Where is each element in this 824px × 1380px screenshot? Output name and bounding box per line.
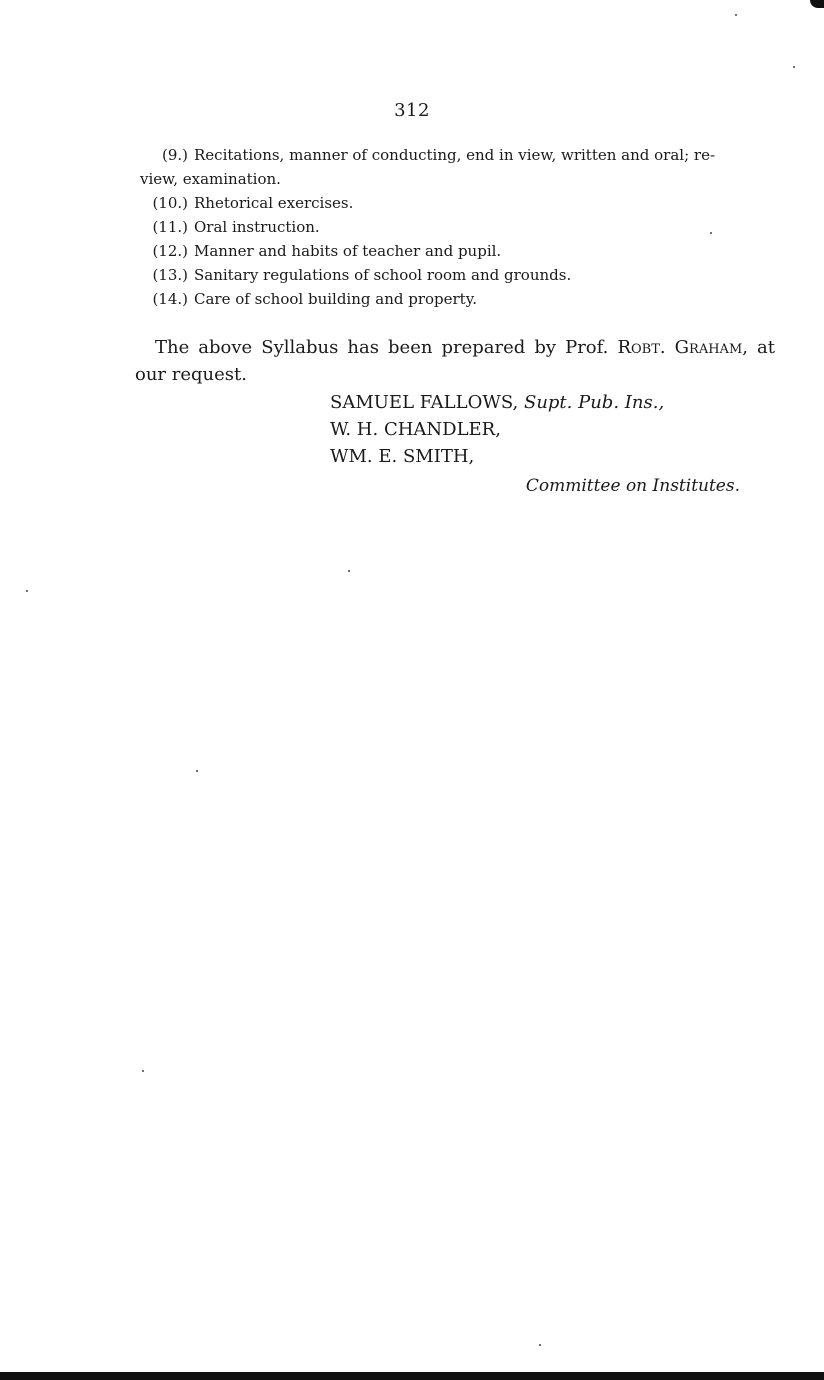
list-item	[140, 287, 775, 311]
item-number: (11.)	[152, 218, 188, 236]
signatory-name: SAMUEL FALLOWS,	[330, 392, 519, 413]
scan-speck	[735, 14, 737, 16]
scan-speck	[539, 1344, 541, 1346]
scan-speck	[793, 66, 795, 68]
committee-name: Committee on Institutes.	[525, 476, 740, 496]
item-text-continuation: view, examination.	[140, 170, 281, 188]
item-number: (10.)	[152, 194, 188, 212]
item-number: (14.)	[152, 290, 188, 308]
syllabus-list	[140, 143, 775, 311]
item-text: Sanitary regulations of school room and grounds.	[194, 266, 572, 284]
item-text: Manner and habits of teacher and pupil.	[194, 242, 502, 260]
note-author: Robt. Graham	[617, 337, 743, 358]
signatory-line	[330, 443, 750, 470]
scan-speck	[142, 1070, 144, 1072]
item-number: (9.)	[161, 146, 188, 164]
page-number: 312	[394, 100, 430, 121]
scan-speck	[196, 770, 198, 772]
signatory-line	[330, 416, 750, 443]
signature-block	[330, 389, 750, 470]
item-text: Care of school building and property.	[194, 290, 477, 308]
scan-speck	[348, 570, 350, 572]
scan-corner-mark	[810, 0, 824, 8]
signatory-name: WM. E. SMITH,	[330, 446, 475, 467]
scan-bottom-edge	[0, 1372, 824, 1380]
list-item	[140, 191, 775, 215]
list-item	[140, 215, 775, 239]
list-item	[140, 239, 775, 263]
signatory-title: Supt. Pub. Ins.,	[523, 392, 665, 413]
signatory-name: W. H. CHANDLER,	[330, 419, 501, 440]
list-item-continuation	[140, 167, 775, 191]
signatory-line	[330, 389, 750, 416]
item-text: Oral instruction.	[194, 218, 320, 236]
list-item	[140, 143, 775, 167]
item-number: (12.)	[152, 242, 188, 260]
item-text: Recitations, manner of conducting, end in view, written and oral; re-	[194, 146, 716, 164]
note-text-before: The above Syllabus has been prepared by Prof.	[155, 337, 609, 358]
scan-speck	[710, 232, 712, 234]
item-number: (13.)	[152, 266, 188, 284]
syllabus-note	[135, 334, 775, 388]
note-text-after: , at our request.	[135, 337, 775, 385]
scan-speck	[26, 590, 28, 592]
item-text: Rhetorical exercises.	[194, 194, 354, 212]
list-item	[140, 263, 775, 287]
